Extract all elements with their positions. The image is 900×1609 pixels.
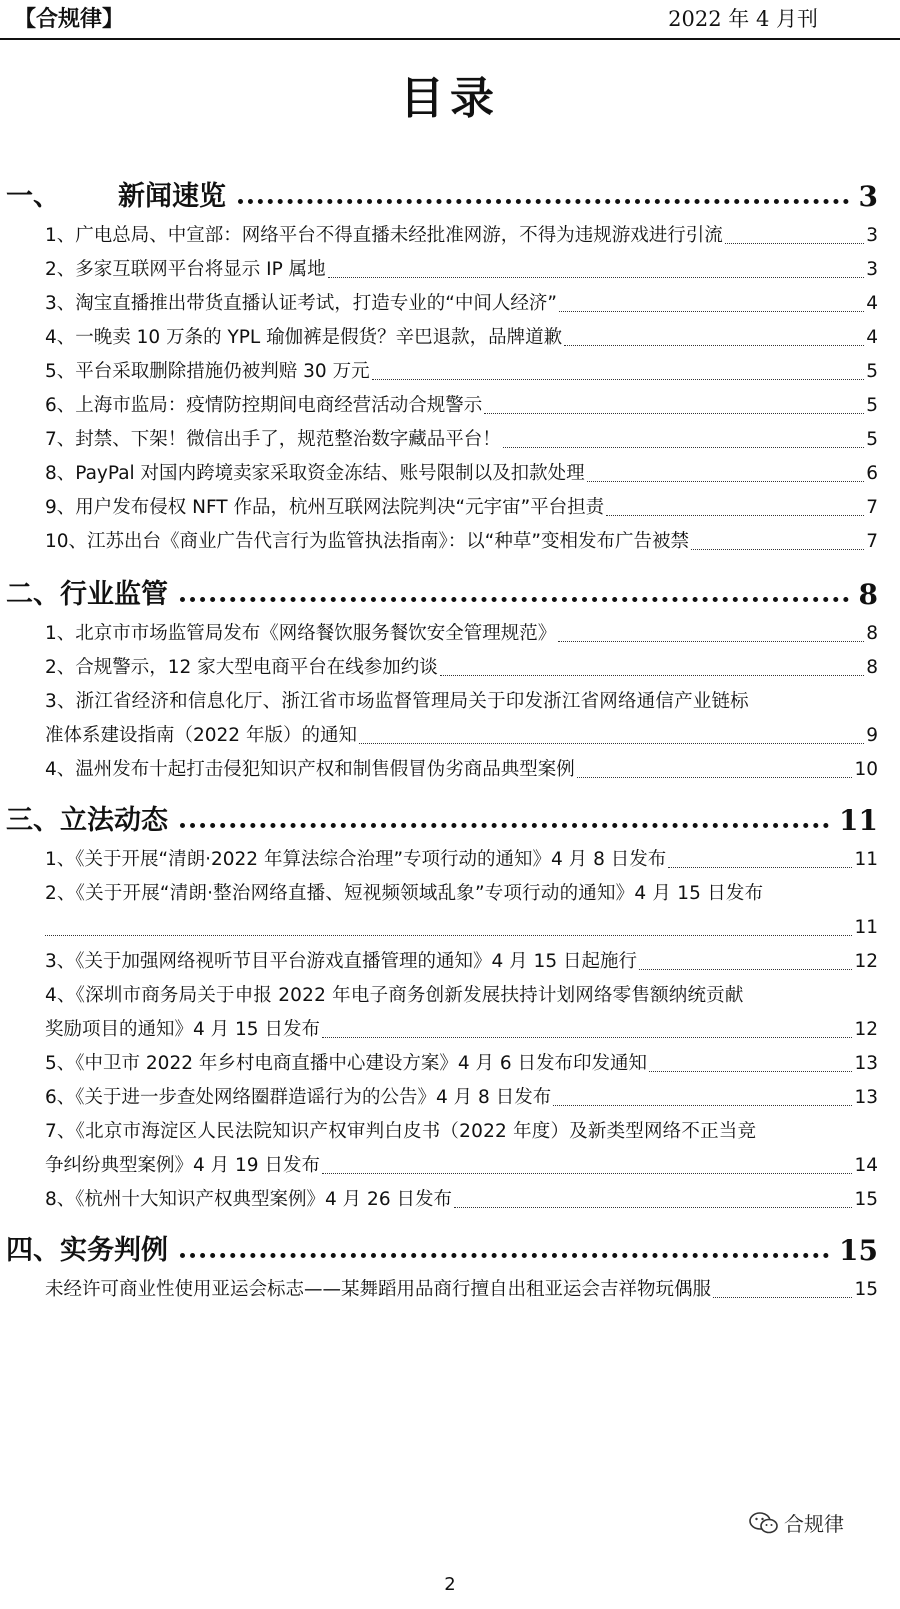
dot-leader <box>606 515 864 516</box>
entry-page: 7 <box>866 531 878 552</box>
toc-entry[interactable] <box>0 1183 900 1217</box>
entry-title: 3、浙江省经济和信息化厅、浙江省市场监督管理局关于印发浙江省网络通信产业链标 <box>45 691 749 712</box>
entry-title: 4、《深圳市商务局关于申报 2022 年电子商务创新发展扶持计划网络零售额纳统贡献 <box>45 985 744 1006</box>
entry-page: 5 <box>866 361 878 382</box>
toc-entry[interactable] <box>0 1081 900 1115</box>
section-title: 行业监管 <box>60 579 168 610</box>
toc-entry[interactable] <box>0 355 900 389</box>
dot-leader <box>649 1071 852 1072</box>
entry-title-continued: 奖励项目的通知》4 月 15 日发布 <box>45 1019 320 1040</box>
dot-leader <box>328 277 865 278</box>
section-number: 三、 <box>6 805 60 836</box>
section-number: 二、 <box>6 579 60 610</box>
entry-title: 4、温州发布十起打击侵犯知识产权和制售假冒伪劣商品典型案例 <box>45 759 575 780</box>
dot-leader <box>322 1173 852 1174</box>
entry-title: 3、淘宝直播推出带货直播认证考试，打造专业的“中间人经济” <box>45 293 557 314</box>
toc-entry[interactable] <box>0 1273 900 1307</box>
dot-leader <box>484 413 864 414</box>
dot-leader <box>639 969 852 970</box>
toc-entry[interactable] <box>0 219 900 253</box>
page-header <box>0 2 900 32</box>
header-publication: 【合规律】 <box>14 7 125 32</box>
entry-page: 10 <box>854 759 878 780</box>
account-watermark <box>748 1508 844 1537</box>
dot-leader <box>503 447 864 448</box>
entry-title: 10、江苏出台《商业广告代言行为监管执法指南》：以“种草”变相发布广告被禁 <box>45 531 689 552</box>
dot-leader <box>691 549 864 550</box>
entry-title: 2、《关于开展“清朗·整治网络直播、短视频领域乱象”专项行动的通知》4 月 15 日发布 <box>45 883 764 904</box>
header-rule <box>0 38 900 40</box>
entry-page: 11 <box>854 849 878 870</box>
toc-entry[interactable] <box>0 321 900 355</box>
dot-leader <box>713 1297 852 1298</box>
entry-page: 3 <box>866 225 878 246</box>
toc-entry[interactable] <box>0 253 900 287</box>
section-page: 8 <box>858 578 878 611</box>
section-page: 3 <box>858 180 878 213</box>
toc-section-heading[interactable] <box>0 1223 900 1267</box>
toc-entry[interactable] <box>0 651 900 685</box>
toc-entry[interactable] <box>0 877 900 945</box>
entry-page: 12 <box>854 951 878 972</box>
entry-title-continued: 准体系建设指南（2022 年版）的通知 <box>45 725 357 746</box>
entry-page: 12 <box>854 1019 878 1040</box>
dot-leader <box>564 345 864 346</box>
entry-title: 未经许可商业性使用亚运会标志——某舞蹈用品商行擅自出租亚运会吉祥物玩偶服 <box>45 1279 712 1300</box>
entry-page: 8 <box>866 623 878 644</box>
toc-entry[interactable] <box>0 685 900 753</box>
section-page: 15 <box>839 1234 878 1267</box>
entry-title: 7、《北京市海淀区人民法院知识产权审判白皮书（2022 年度）及新类型网络不正当竞 <box>45 1121 757 1142</box>
entry-page: 15 <box>854 1189 878 1210</box>
section-title: 新闻速览 <box>118 181 226 212</box>
wechat-icon <box>748 1511 780 1535</box>
table-of-contents <box>0 165 900 1307</box>
entry-page: 15 <box>854 1279 878 1300</box>
entry-title: 5、平台采取删除措施仍被判赔 30 万元 <box>45 361 370 382</box>
entry-page: 13 <box>854 1087 878 1108</box>
toc-entry[interactable] <box>0 753 900 787</box>
toc-section-heading[interactable] <box>0 169 900 213</box>
entry-title: 5、《中卫市 2022 年乡村电商直播中心建设方案》4 月 6 日发布印发通知 <box>45 1053 648 1074</box>
dot-leader <box>558 641 864 642</box>
header-issue: 2022 年 4 月刊 <box>668 7 818 31</box>
entry-title: 8、PayPal 对国内跨境卖家采取资金冻结、账号限制以及扣款处理 <box>45 463 585 484</box>
entry-page: 5 <box>866 395 878 416</box>
entry-title: 9、用户发布侵权 NFT 作品，杭州互联网法院判决“元宇宙”平台担责 <box>45 497 605 518</box>
toc-entry[interactable] <box>0 491 900 525</box>
entry-page: 13 <box>854 1053 878 1074</box>
page-number: 2 <box>444 1574 456 1595</box>
section-title: 立法动态 <box>60 805 168 836</box>
toc-entry[interactable] <box>0 457 900 491</box>
toc-entry[interactable] <box>0 1047 900 1081</box>
dot-leader <box>322 1037 852 1038</box>
toc-entry[interactable] <box>0 945 900 979</box>
entry-title: 6、《关于进一步查处网络圈群造谣行为的公告》4 月 8 日发布 <box>45 1087 552 1108</box>
entry-page: 5 <box>866 429 878 450</box>
entry-title-continued: 争纠纷典型案例》4 月 19 日发布 <box>45 1155 320 1176</box>
page-title: 目录 <box>400 73 500 124</box>
watermark-text: 合规律 <box>784 1512 844 1536</box>
entry-page: 11 <box>854 917 878 938</box>
entry-title: 1、《关于开展“清朗·2022 年算法综合治理”专项行动的通知》4 月 8 日发布 <box>45 849 667 870</box>
toc-entry[interactable] <box>0 525 900 559</box>
section-page: 11 <box>839 804 878 837</box>
toc-entry[interactable] <box>0 389 900 423</box>
toc-section-heading[interactable] <box>0 793 900 837</box>
entry-title: 2、多家互联网平台将显示 IP 属地 <box>45 259 326 280</box>
toc-entry[interactable] <box>0 979 900 1047</box>
entry-title: 3、《关于加强网络视听节目平台游戏直播管理的通知》4 月 15 日起施行 <box>45 951 637 972</box>
dot-leader <box>668 867 852 868</box>
toc-entry[interactable] <box>0 617 900 651</box>
entry-page: 9 <box>866 725 878 746</box>
dot-leader <box>559 311 864 312</box>
dot-leader <box>440 675 865 676</box>
entry-title: 2、合规警示，12 家大型电商平台在线参加约谈 <box>45 657 438 678</box>
entry-page: 6 <box>866 463 878 484</box>
entry-page: 4 <box>866 327 878 348</box>
dot-leader <box>180 823 829 828</box>
toc-section-heading[interactable] <box>0 567 900 611</box>
entry-title: 1、广电总局、中宣部：网络平台不得直播未经批准网游，不得为违规游戏进行引流 <box>45 225 723 246</box>
section-number: 一、 <box>6 181 60 212</box>
entry-page: 4 <box>866 293 878 314</box>
entry-page: 14 <box>854 1155 878 1176</box>
entry-title: 1、北京市市场监管局发布《网络餐饮服务餐饮安全管理规范》 <box>45 623 557 644</box>
entry-page: 3 <box>866 259 878 280</box>
dot-leader <box>553 1105 852 1106</box>
toc-entry[interactable] <box>0 423 900 457</box>
entry-page: 7 <box>866 497 878 518</box>
toc-entry[interactable] <box>0 287 900 321</box>
dot-leader <box>454 1207 852 1208</box>
dot-leader <box>577 777 853 778</box>
entry-title: 6、上海市监局：疫情防控期间电商经营活动合规警示 <box>45 395 483 416</box>
dot-leader <box>180 597 849 602</box>
section-number: 四、 <box>6 1235 60 1266</box>
dot-leader <box>725 243 864 244</box>
dot-leader <box>45 935 852 936</box>
dot-leader <box>587 481 865 482</box>
dot-leader <box>372 379 865 380</box>
dot-leader <box>180 1253 829 1258</box>
entry-title: 8、《杭州十大知识产权典型案例》4 月 26 日发布 <box>45 1189 452 1210</box>
entry-title: 4、一晚卖 10 万条的 YPL 瑜伽裤是假货？辛巴退款，品牌道歉 <box>45 327 563 348</box>
section-title: 实务判例 <box>60 1235 168 1266</box>
toc-entry[interactable] <box>0 843 900 877</box>
dot-leader <box>359 743 864 744</box>
dot-leader <box>238 199 849 204</box>
toc-entry[interactable] <box>0 1115 900 1183</box>
entry-title: 7、封禁、下架！微信出手了，规范整治数字藏品平台！ <box>45 429 501 450</box>
entry-page: 8 <box>866 657 878 678</box>
